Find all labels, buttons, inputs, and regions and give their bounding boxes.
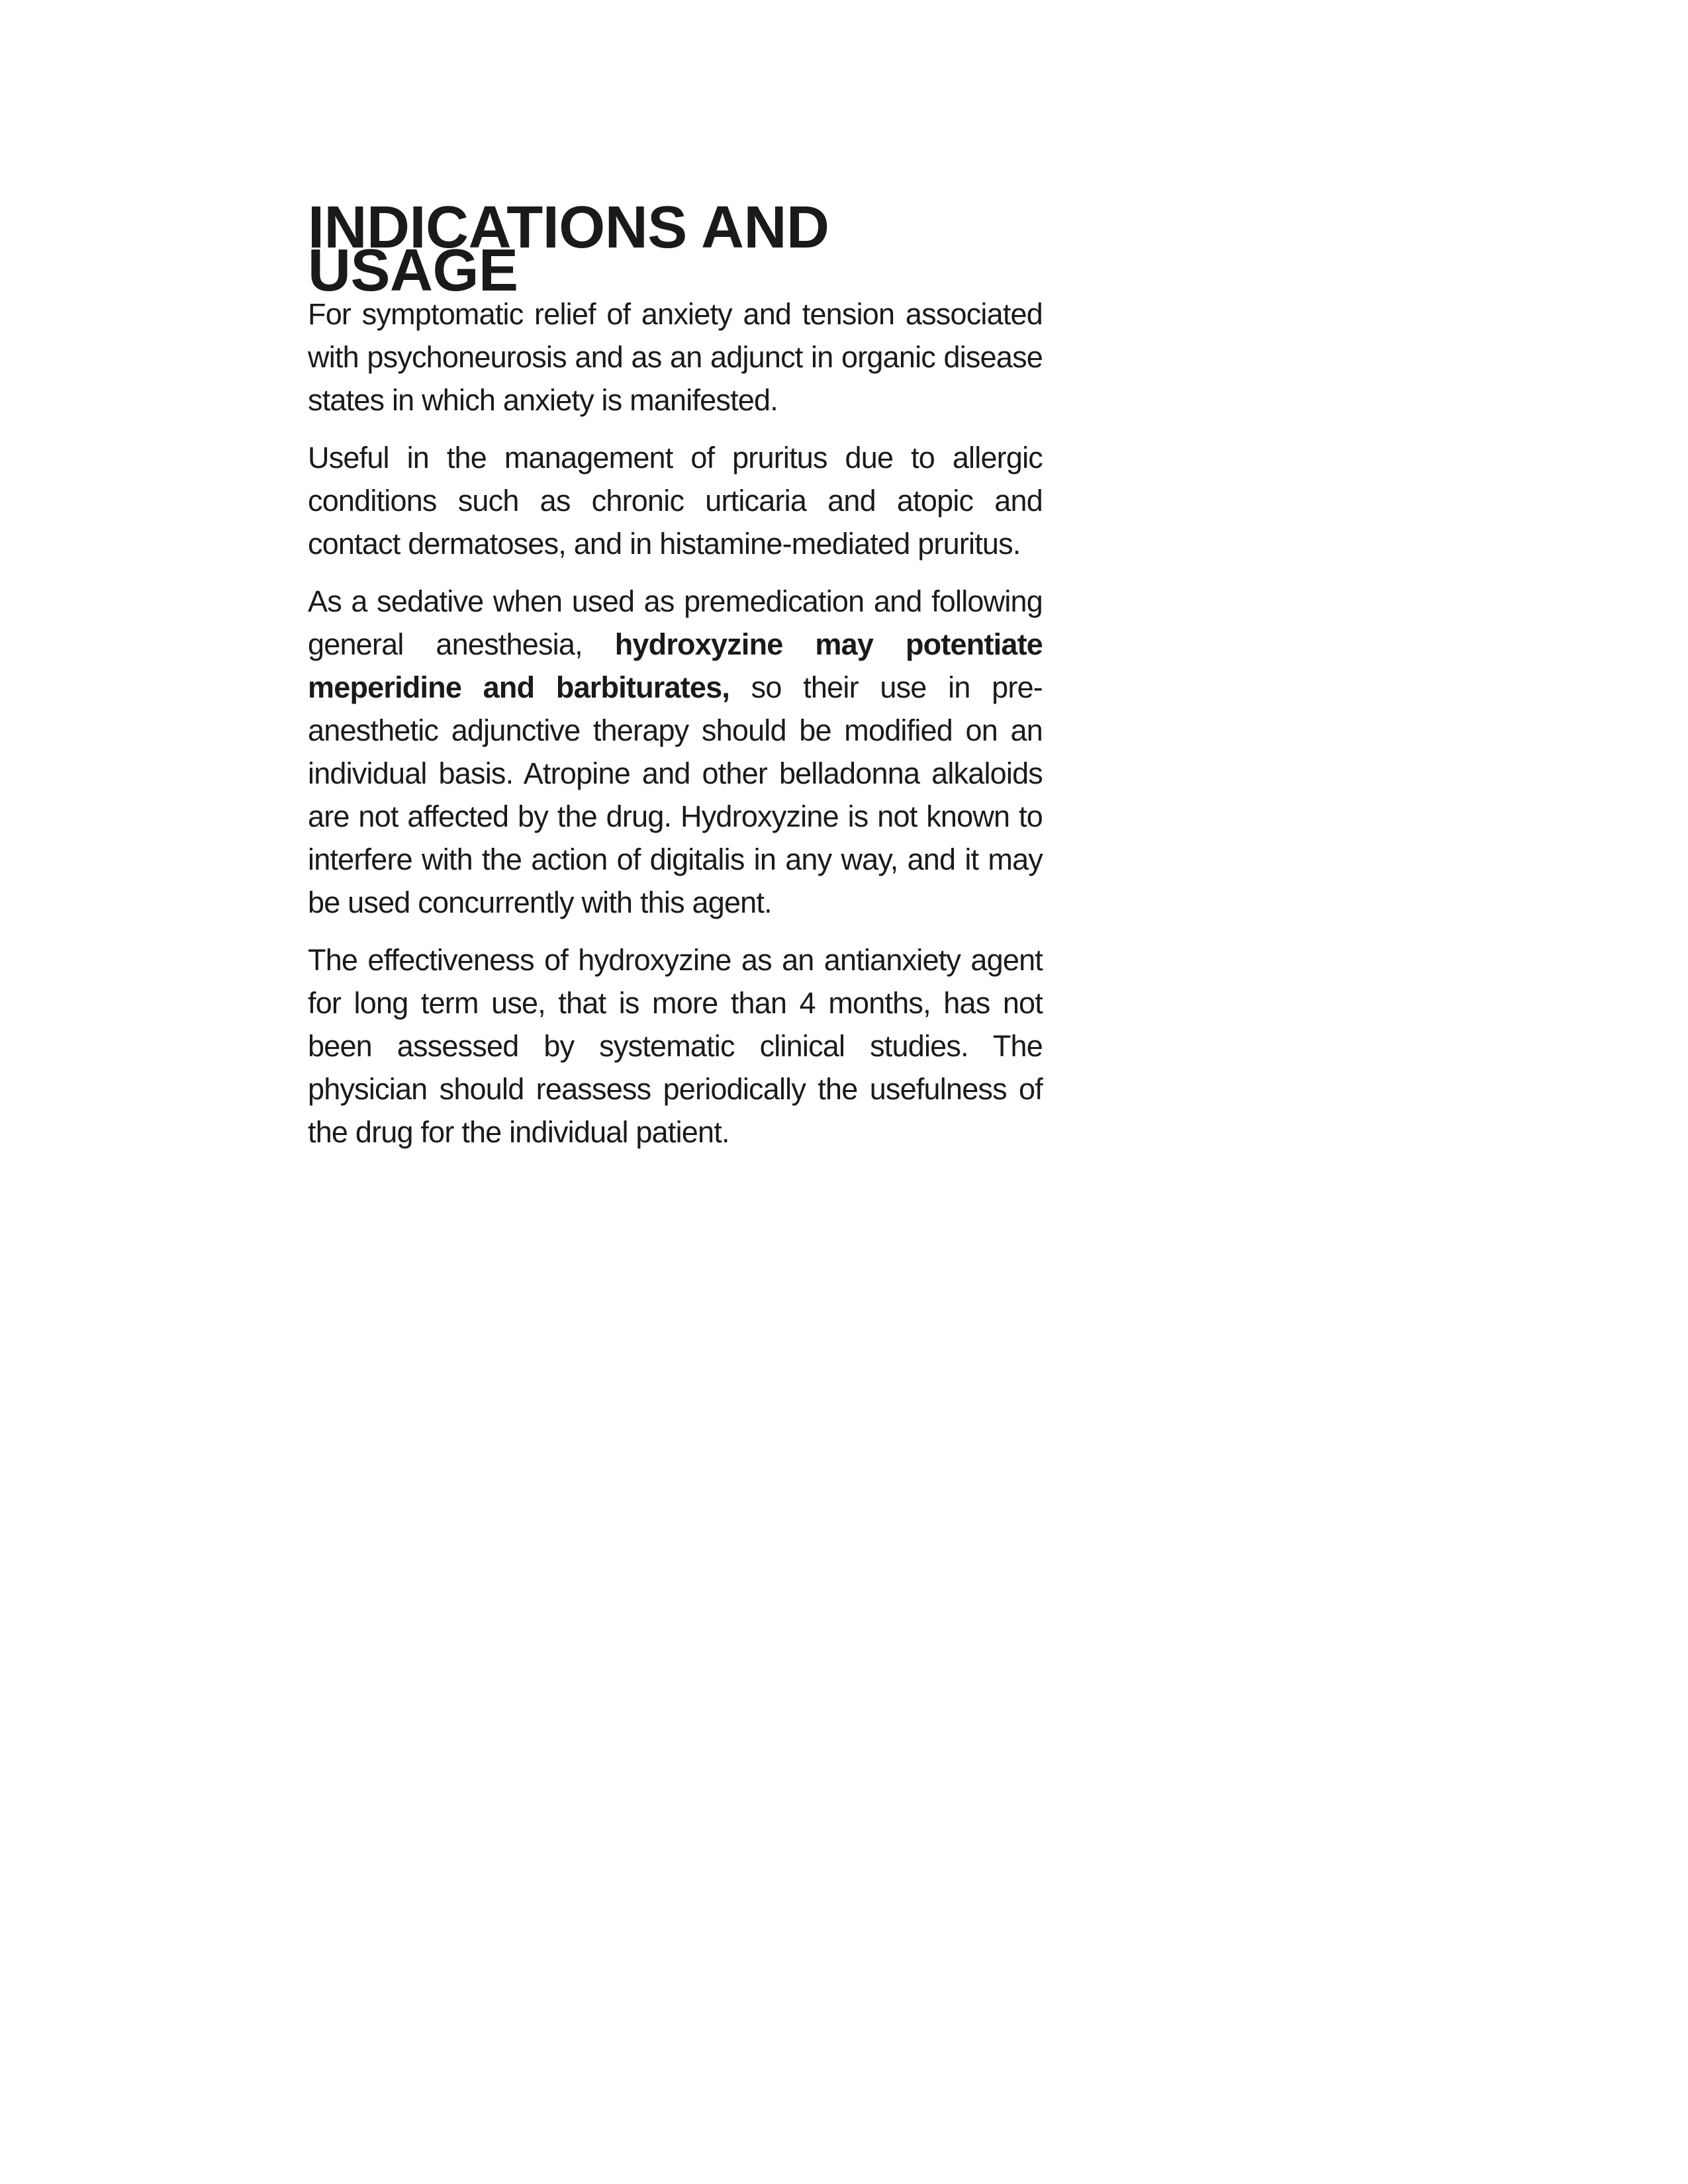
paragraph-sedative-warning: hydroxyzine may potentiate meperidine and barbiturates, — [308, 627, 1043, 704]
paragraph-effectiveness: The effectiveness of hydroxyzine as an antianxiety agent for long term use, that is more than 4 months, has not been assessed by systematic clinical studies. The physician should reassess periodically the usefulness of the drug for the individual patient. — [308, 943, 1043, 1149]
paragraph-sedative-rest: so their use in pre-anesthetic adjunctive therapy should be modified on an individual basis. Atropine and other belladonna alkaloids are not affected by the drug. Hydroxyzine is not known to interfere with the action of digitalis in any way, and it may be used concurrently with this agent. — [308, 670, 1043, 919]
paragraph-anxiety: For symptomatic relief of anxiety and tension associated with psychoneurosis and as an adjunct in organic disease states in which anxiety is manifested. — [308, 297, 1043, 417]
paragraph-pruritus: Useful in the management of pruritus due to allergic conditions such as chronic urticaria and atopic and contact dermatoses, and in histamine-mediated pruritus. — [308, 441, 1043, 561]
section-heading: INDICATIONS AND USAGE — [308, 195, 829, 304]
text-column — [308, 195, 1043, 1168]
paragraph-sedative — [308, 580, 1043, 924]
paragraph-sedative-lead: As a sedative when used as premedication and following general anesthesia, — [308, 584, 1043, 661]
